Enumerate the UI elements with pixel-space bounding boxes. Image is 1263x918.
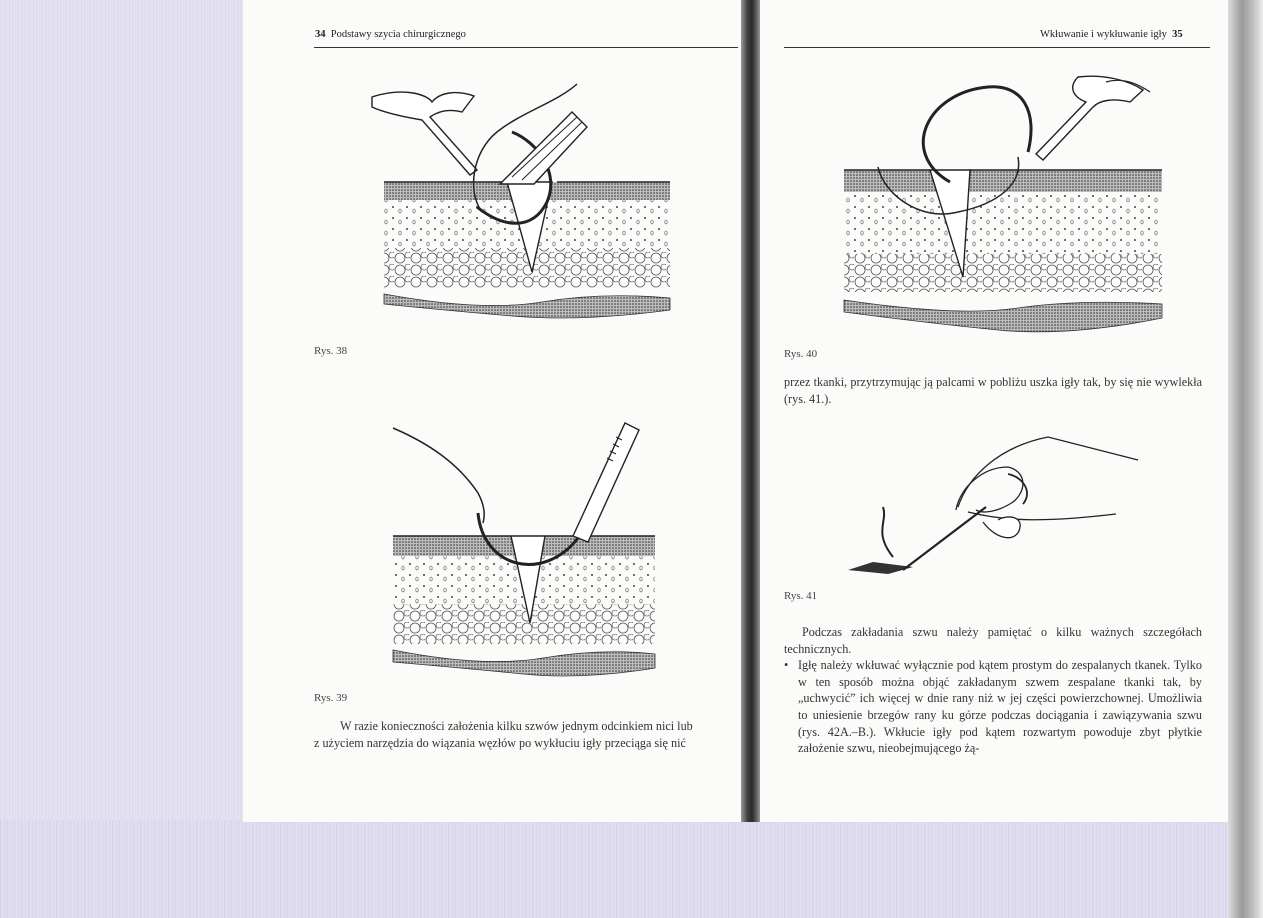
figure-39-caption: Rys. 39 [314, 692, 348, 704]
suture-thread [393, 428, 484, 523]
figure-40-caption: Rys. 40 [784, 348, 818, 360]
thread-loop [1008, 474, 1027, 504]
needle [903, 507, 986, 570]
left-running-head [315, 29, 466, 40]
figure-38-caption: Rys. 38 [314, 345, 348, 357]
fat-layer [393, 604, 655, 644]
fascia-layer [393, 650, 655, 676]
figure-38 [362, 72, 692, 337]
right-running-head-title: Wkłuwanie i wykłuwanie igły [1040, 29, 1167, 40]
left-body-line-1: W razie konieczności założenia kilku szwów jednym odcinkiem nici lub [340, 719, 693, 733]
text-after-figure-40: przez tkanki, przytrzymując ją palcami w pobliżu uszka igły tak, by się nie wywlekła (rys. 41.). [784, 375, 1202, 406]
left-body-line-2: z użyciem narzędzia do wiązania węzłów po wykłuciu igły przeciąga się nić [314, 735, 686, 750]
scan-background-bottom [0, 820, 1263, 918]
forceps [573, 423, 639, 542]
needle-holder [1036, 76, 1143, 160]
right-header-rule [784, 47, 1210, 48]
bullet-paragraph [784, 657, 1202, 757]
thumb [983, 517, 1020, 538]
fascia-layer [384, 294, 670, 318]
figure-40 [838, 72, 1168, 342]
left-body-text [314, 718, 740, 751]
left-page-number: 34 [315, 29, 326, 40]
curved-needle [923, 87, 1031, 182]
figure-39 [393, 418, 663, 680]
right-page-number: 35 [1172, 29, 1183, 40]
left-header-rule [314, 47, 738, 48]
fascia-layer [844, 300, 1162, 332]
scan-edge-right [1228, 0, 1263, 918]
left-running-head-title: Podstawy szycia chirurgicznego [330, 29, 466, 40]
fat-layer [844, 254, 1162, 292]
right-running-head [1040, 29, 1183, 40]
bullet-mark: • [784, 658, 789, 673]
intro-paragraph: Podczas zakładania szwu należy pamiętać o kilku ważnych szczegółach technicznych. [784, 625, 1202, 656]
needle-holder [372, 92, 477, 175]
thread-end [882, 507, 893, 557]
figure-41-caption: Rys. 41 [784, 590, 818, 602]
right-body-text [784, 624, 1202, 757]
skin-layer [844, 170, 1162, 192]
tissue-edge [848, 562, 913, 574]
dermis-layer [844, 192, 1162, 254]
bullet-text: Igłę należy wkłuwać wyłącznie pod kątem prostym do zespalanych tkanek. Tylko w ten sposób można objąć zakładanym szwem zespalane tkanki tak, by „uchwycić” ich więcej w dnie rany niż w jej części powierzchownej. Umożliwia to uniesienie brzegów rany ku górze podczas dociągania i zawiązywania szwu (rys. 42A.–B.). Wkłucie igły pod kątem rozwartym powoduje zbyt płytkie założenie szwu, nieobejmującego żą- [798, 658, 1202, 756]
figure-41 [848, 432, 1138, 582]
